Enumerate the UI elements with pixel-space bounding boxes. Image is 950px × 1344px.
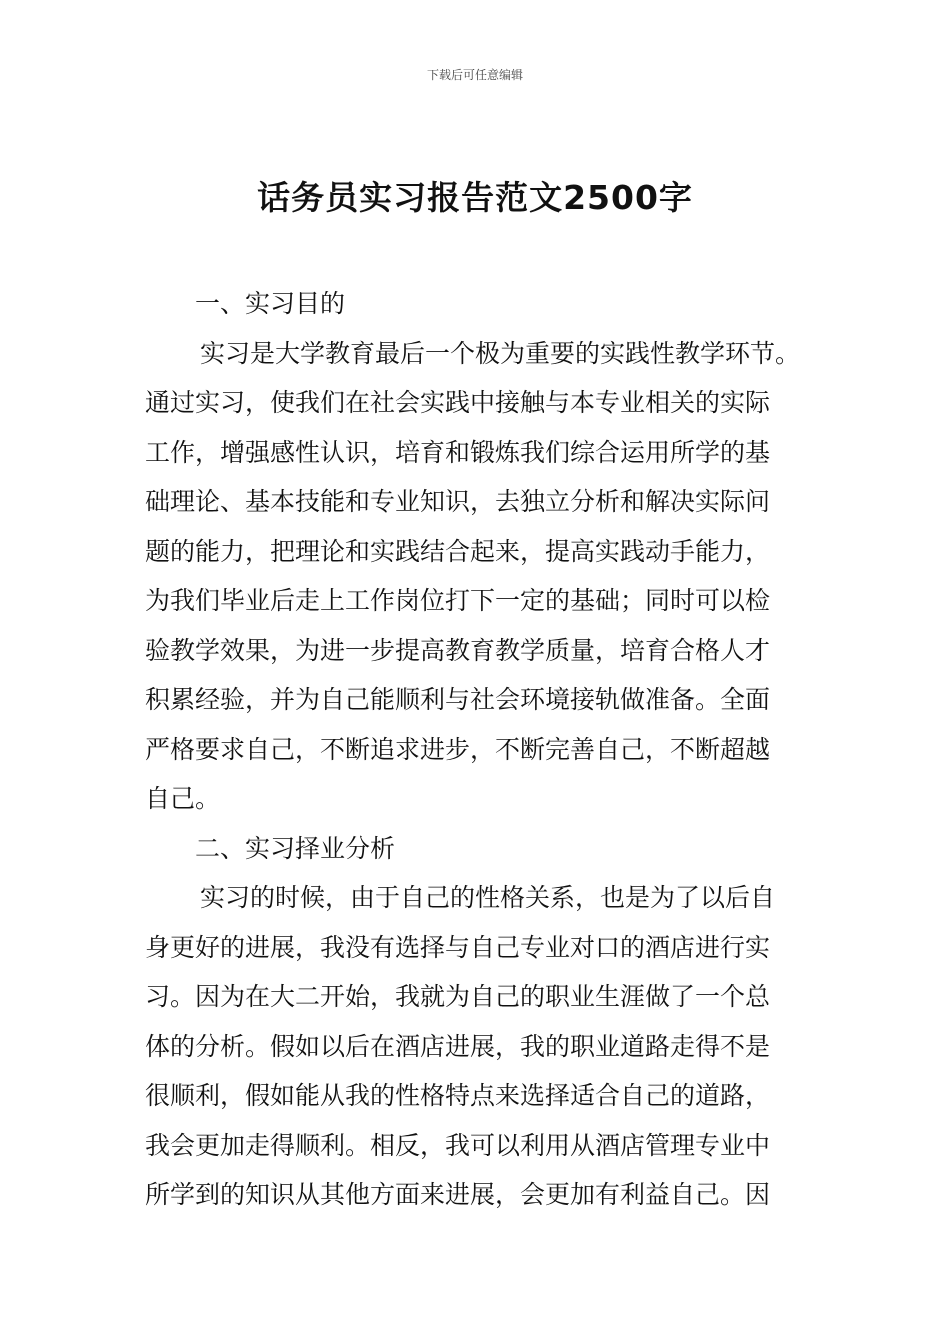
header-note: 下载后可任意编辑	[426, 68, 523, 82]
paragraph-line: 自己。	[145, 784, 221, 813]
paragraph-line: 体的分析。假如以后在酒店进展，我的职业道路走得不是	[145, 1031, 771, 1061]
paragraph-line: 习。因为在大二开始，我就为自己的职业生涯做了一个总	[145, 982, 771, 1011]
paragraph-line: 通过实习，使我们在社会实践中接触与本专业相关的实际	[145, 388, 771, 417]
paragraph-line: 严格要求自己，不断追求进步，不断完善自己，不断超越	[145, 734, 771, 764]
section-heading-2	[145, 824, 809, 874]
paragraph-line: 题的能力，把理论和实践结合起来，提高实践动手能力，	[145, 536, 771, 566]
paragraph-line: 实习是大学教育最后一个极为重要的实践性教学环节。	[200, 338, 801, 368]
paragraph-line: 身更好的进展，我没有选择与自己专业对口的酒店进行实	[145, 932, 771, 962]
section-heading-text: 二、实习择业分析	[195, 833, 396, 863]
section-paragraph-2	[145, 873, 809, 1220]
paragraph-line: 实习的时候，由于自己的性格关系，也是为了以后自	[200, 883, 776, 912]
paragraph-line: 为我们毕业后走上工作岗位打下一定的基础；同时可以检	[145, 586, 771, 615]
document-title: 话务员实习报告范文2500字	[257, 178, 693, 217]
paragraph-line: 工作，增强感性认识，培育和锻炼我们综合运用所学的基	[145, 437, 771, 467]
paragraph-line: 础理论、基本技能和专业知识，去独立分析和解决实际问	[145, 487, 771, 516]
paragraph-line: 所学到的知识从其他方面来进展，会更加有利益自己。因	[145, 1180, 771, 1209]
paragraph-line: 很顺利，假如能从我的性格特点来选择适合自己的道路，	[145, 1081, 771, 1110]
document-body	[145, 279, 809, 1220]
section-heading-1	[145, 279, 809, 329]
paragraph-line: 我会更加走得顺利。相反，我可以利用从酒店管理专业中	[145, 1130, 771, 1160]
section-heading-text: 一、实习目的	[195, 289, 346, 318]
paragraph-line: 验教学效果，为进一步提高教育教学质量，培育合格人才	[145, 635, 771, 665]
paragraph-line: 积累经验，并为自己能顺利与社会环境接轨做准备。全面	[145, 685, 771, 714]
section-paragraph-1	[145, 329, 809, 824]
